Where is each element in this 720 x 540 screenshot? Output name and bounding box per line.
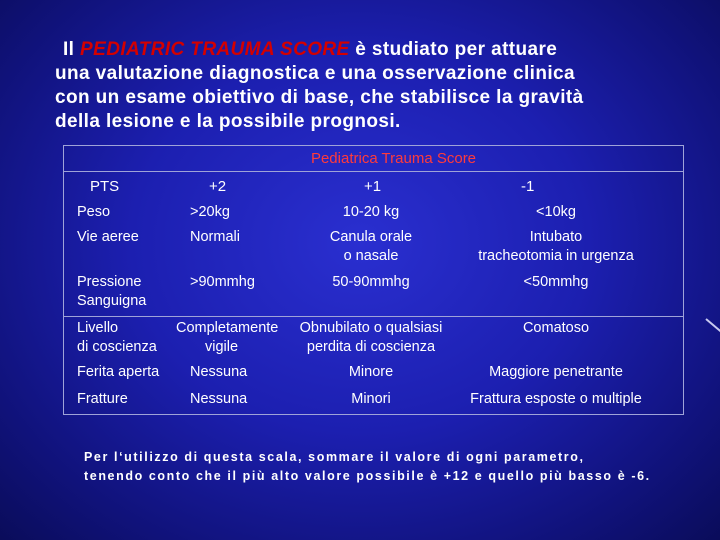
intro-prefix: Il [63,39,81,60]
cell-line: <10kg [536,204,576,220]
cell-line: Frattura esposte o multiple [470,391,642,407]
header-plus2: +2 [209,178,227,195]
cell-line: Peso [77,204,111,220]
table-row [64,388,683,415]
cell-line: >90mmhg [190,274,255,290]
table-row [64,316,683,361]
intro-line-1-rest: è studiato per attuare [349,39,558,60]
cell-minus1 [457,273,655,292]
cell-plus1 [291,363,451,382]
cell-line: Minori [351,391,391,407]
cell-line: Ferita aperta [77,364,160,380]
cell-line: <50mmhg [523,274,589,290]
cell-plus1 [291,390,451,409]
cell-line: Nessuna [190,391,248,407]
cell-line: Pressione [77,274,142,290]
cell-plus1 [291,203,451,222]
cell-line: Obnubilato o qualsiasi [299,320,443,336]
cell-minus1 [457,228,655,266]
cell-line: Maggiore penetrante [489,364,623,380]
table-row [64,271,683,316]
pts-table [63,145,684,415]
cell-minus1 [457,319,655,338]
cell-line: >20kg [190,204,230,220]
cell-line: tracheotomia in urgenza [478,248,634,264]
cell-line: Canula orale [329,229,413,245]
cell-line: vigile [205,339,239,355]
cell-line: Completamente [176,320,279,336]
cell-line: 10-20 kg [342,204,400,220]
header-plus1: +1 [364,178,382,195]
table-row [64,201,683,226]
cell-line: Vie aeree [77,229,139,245]
pediatric-trauma-score-highlight: PEDIATRIC TRAUMA SCORE [80,39,350,60]
cell-line: Normali [190,229,240,245]
cell-minus1 [457,363,655,382]
cell-plus1 [291,319,451,357]
header-minus1: -1 [521,178,535,195]
intro-line-4: della lesione e la possibile prognosi. [55,111,401,132]
footer-line-1: Per l‘utilizzo di questa scala, sommare il valore di ogni parametro, [84,450,585,464]
intro-text [55,38,695,134]
cell-line: Intubato [529,229,583,245]
decorative-line [705,318,720,336]
cell-line: Livello [77,320,119,336]
table-header-row [64,171,683,202]
intro-line-1 [55,38,695,62]
cell-minus1 [457,390,655,409]
intro-line-2: una valutazione diagnostica e una osservazione clinica [55,63,575,84]
table-row [64,361,683,388]
cell-line: Sanguigna [77,293,147,309]
cell-line: Comatoso [522,320,590,336]
footer-note [84,448,704,486]
cell-line: perdita di coscienza [306,339,436,355]
cell-line: o nasale [343,248,399,264]
cell-line: 50-90mmhg [332,274,410,290]
cell-line: di coscienza [77,339,157,355]
table-caption: Pediatrica Trauma Score [310,150,477,167]
cell-plus1 [291,273,451,292]
header-pts: PTS [90,178,120,195]
cell-plus1 [291,228,451,266]
cell-line: Minore [348,364,394,380]
table-row [64,226,683,271]
cell-line: Fratture [77,391,128,407]
intro-line-3: con un esame obiettivo di base, che stabilisce la gravità [55,87,584,108]
cell-line: Nessuna [190,364,248,380]
footer-line-2: tenendo conto che il più alto valore possibile è +12 e quello più basso è -6. [84,469,651,483]
cell-minus1 [457,203,655,222]
